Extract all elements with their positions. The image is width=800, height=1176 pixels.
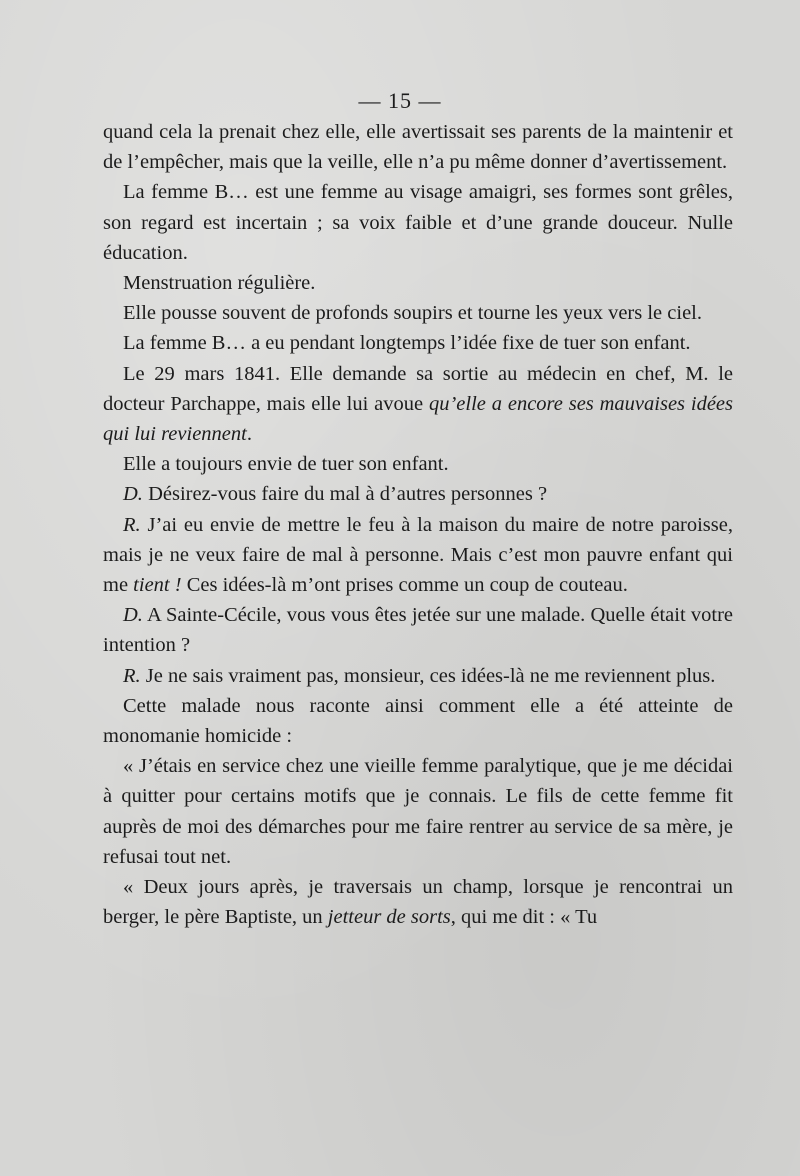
text-run: « Deux jours après, je traversais un champ, lorsque je rencontrai un berger, le père Baptiste, un [103,876,733,929]
italic-text: jetteur de sorts [327,906,451,929]
text-run: Le 29 mars 1841. Elle demande sa sortie au médecin en chef, M. le docteur Parchappe, mais elle lui avoue [103,362,733,415]
paragraph [103,328,733,358]
paragraph [103,449,733,479]
italic-text: D. [123,483,143,506]
paragraph [103,600,733,660]
text-run: La femme B… a eu pendant longtemps l’idée fixe de tuer son enfant. [123,332,691,355]
page-text [103,117,733,932]
paragraph [103,117,733,177]
italic-text: tient ! [133,574,182,597]
italic-text: R. [123,513,141,536]
paragraph [103,177,733,268]
paragraph [103,661,733,691]
paragraph [103,359,733,450]
paragraph [103,268,733,298]
text-run: J’ai eu envie de mettre le feu à la maison du maire de notre paroisse, mais je ne veux faire de mal à personne. Mais c’est mon pauvre enfant qui me [103,513,733,597]
text-run: Menstruation régulière. [123,272,316,295]
paragraph [103,691,733,751]
page-number: — 15 — [358,88,442,113]
text-run: A Sainte-Cécile, vous vous êtes jetée sur une malade. Quelle était votre intention ? [103,604,733,657]
text-run: Désirez-vous faire du mal à d’autres personnes ? [142,483,548,506]
paragraph [103,510,733,601]
paragraph [103,479,733,509]
paragraph [103,298,733,328]
paragraph [103,872,733,932]
text-run: La femme B… est une femme au visage amaigri, ses formes sont grêles, son regard est incertain ; sa voix faible et d’une grande douceur. Nulle éducation. [103,181,733,264]
paragraph [103,751,733,872]
text-run: quand cela la prenait chez elle, elle avertissait ses parents de la maintenir et de l’empêcher, mais que la veille, elle n’a pu même donner d’avertissement. [103,121,733,174]
text-run: Elle a toujours envie de tuer son enfant. [123,453,449,476]
italic-text: D. [123,604,143,627]
italic-text: qu’elle a encore ses mauvaises idées qui lui reviennent [103,392,733,446]
italic-text: R. [123,664,141,687]
text-run: « J’étais en service chez une vieille femme paralytique, que je me décidai à quitter pour certains motifs que je connais. Le fils de cette femme fit auprès de moi des démarches pour me faire rentrer au service de sa mère, je refusai tout net. [103,755,733,868]
text-run: Elle pousse souvent de profonds soupirs et tourne les yeux vers le ciel. [123,302,702,325]
text-run: Cette malade nous raconte ainsi comment elle a été atteinte de monomanie homicide : [103,694,733,748]
text-run: , qui me dit : « Tu [450,906,598,929]
text-run: Ces idées-là m’ont prises comme un coup de couteau. [181,574,628,597]
text-run: . [246,423,252,446]
text-run: Je ne sais vraiment pas, monsieur, ces idées-là ne me reviennent plus. [140,664,716,687]
